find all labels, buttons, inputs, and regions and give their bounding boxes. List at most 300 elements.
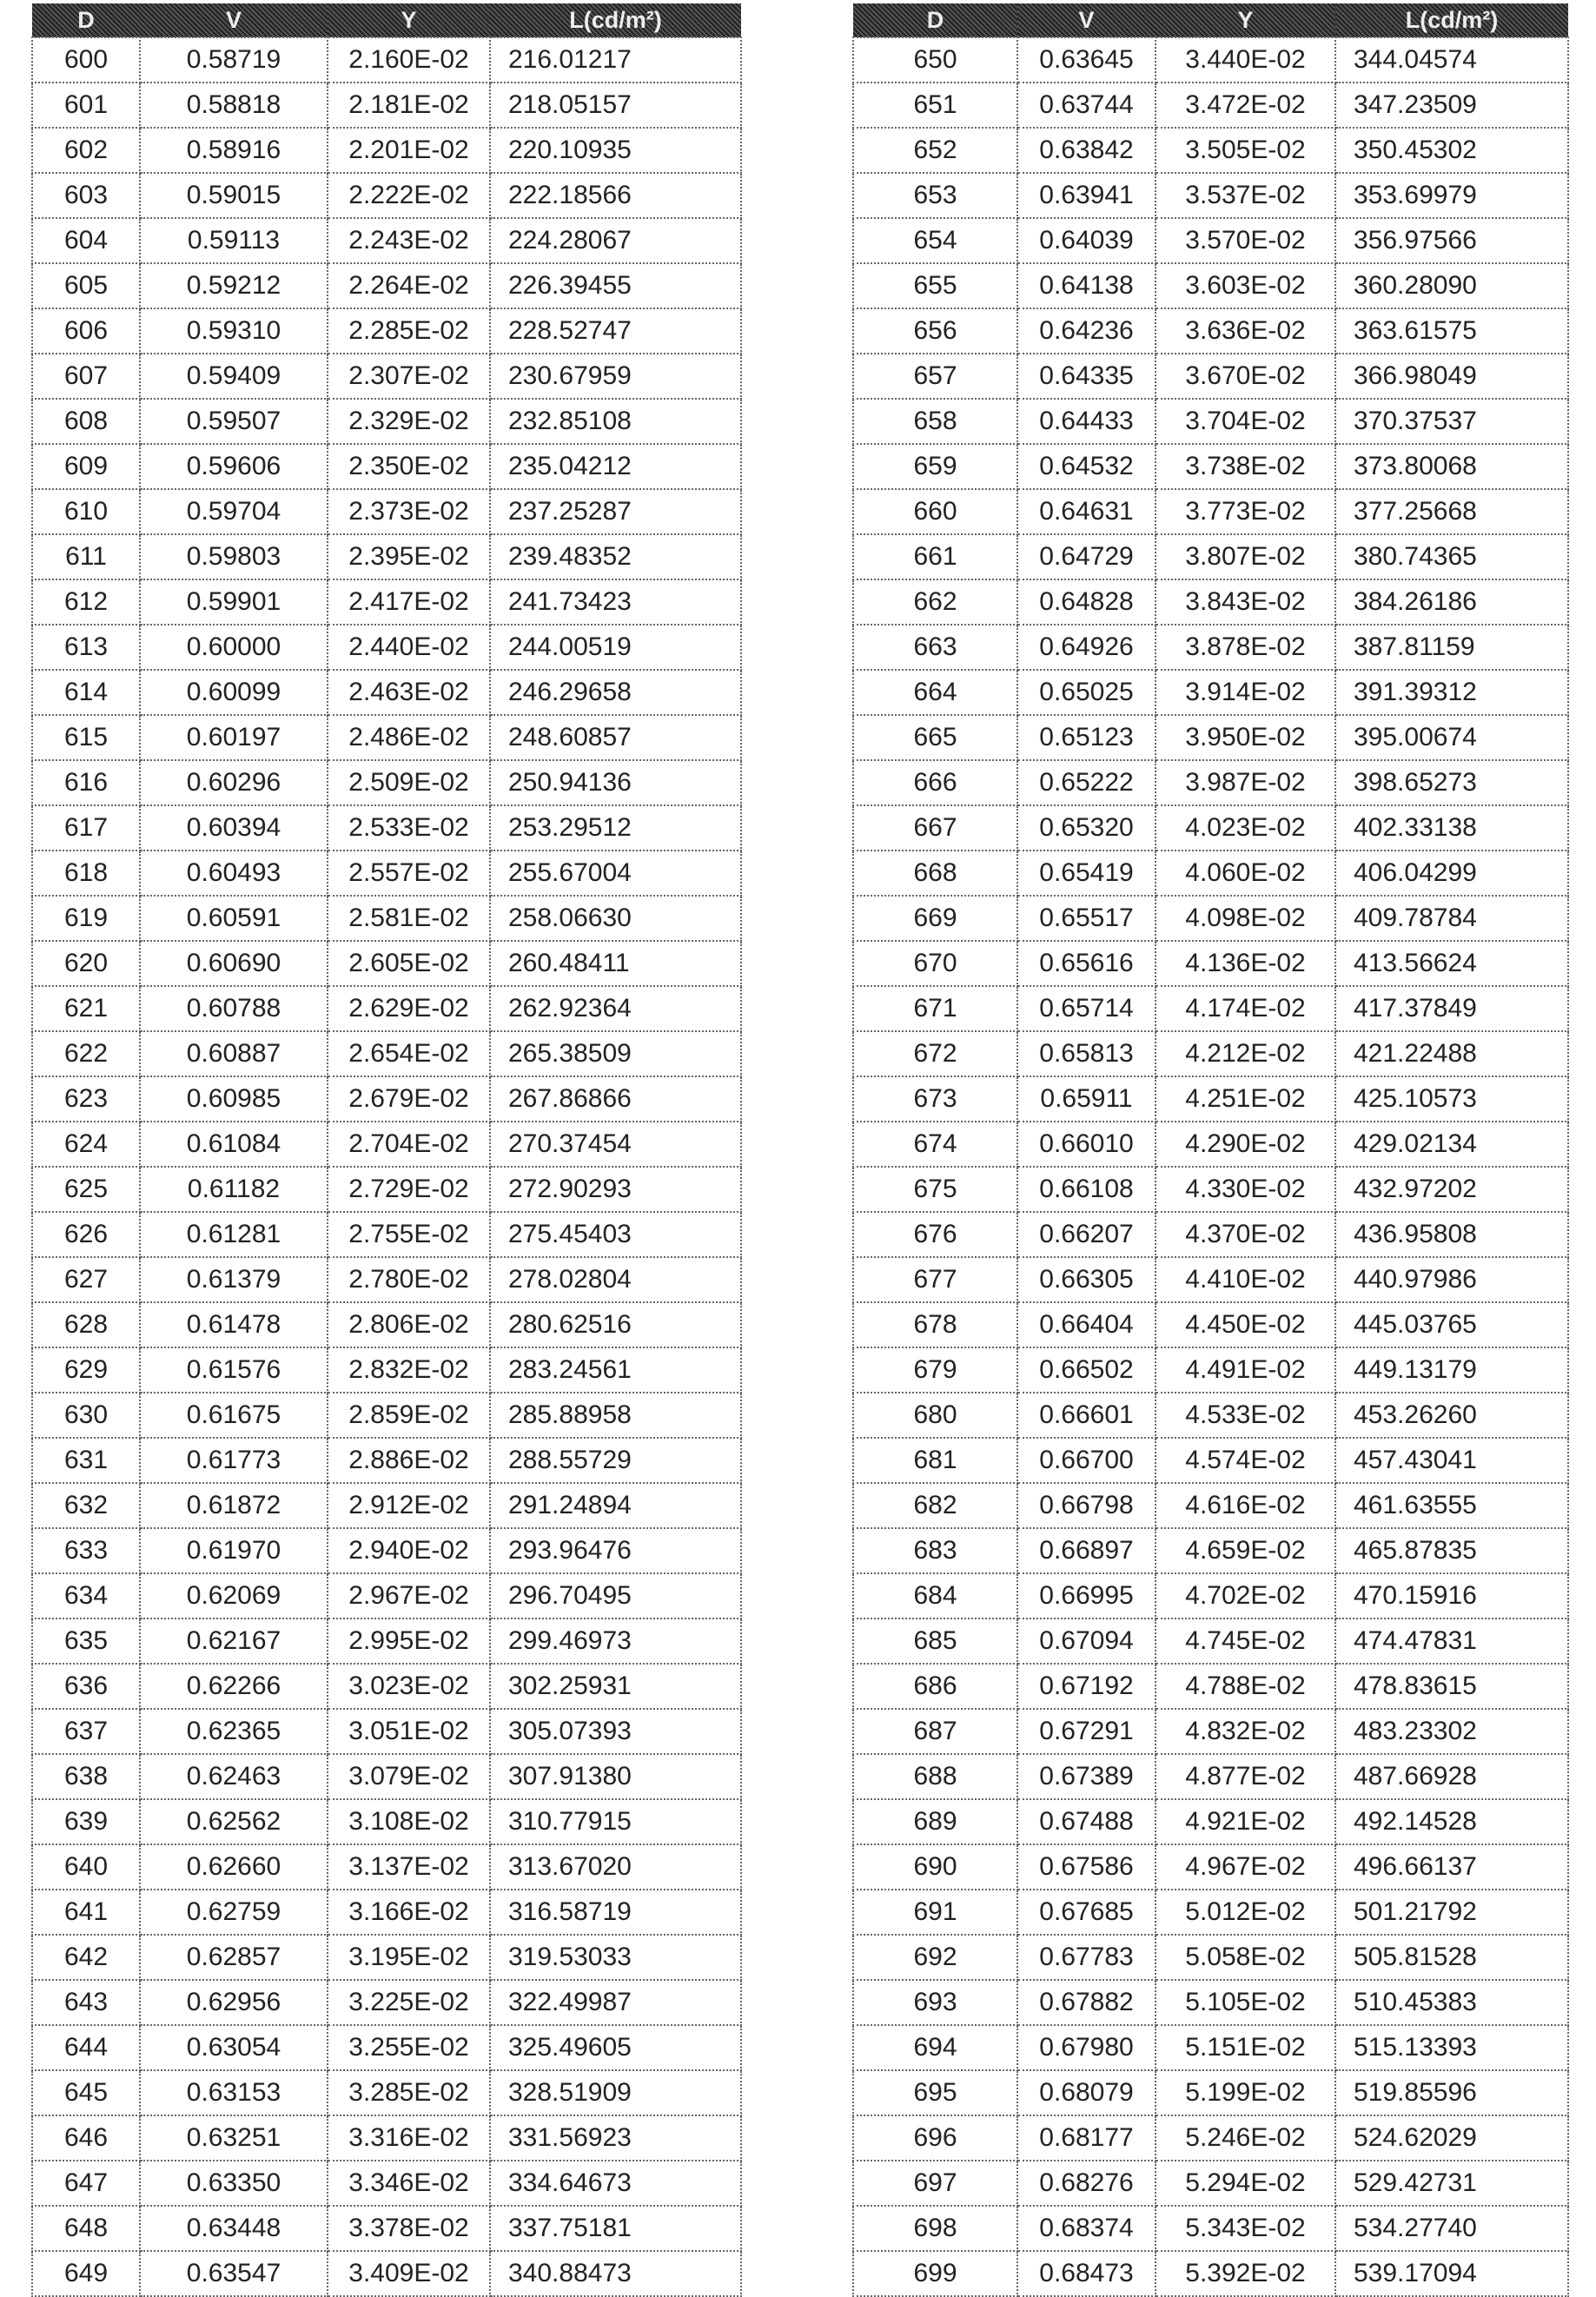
cell-l: 340.88473 — [490, 2251, 741, 2296]
cell-y: 2.395E-02 — [328, 534, 490, 579]
cell-d: 618 — [32, 851, 140, 896]
cell-d: 698 — [853, 2206, 1017, 2251]
table-row — [32, 37, 741, 83]
table-row — [32, 1799, 741, 1844]
cell-l: 316.58719 — [490, 1890, 741, 1935]
cell-y: 3.079E-02 — [328, 1754, 490, 1799]
cell-y: 4.330E-02 — [1156, 1167, 1335, 1212]
cell-y: 4.410E-02 — [1156, 1257, 1335, 1302]
cell-d: 697 — [853, 2161, 1017, 2206]
cell-y: 5.105E-02 — [1156, 1980, 1335, 2025]
cell-v: 0.65419 — [1017, 851, 1156, 896]
table-row — [32, 263, 741, 308]
header-d: D — [853, 3, 1017, 37]
cell-y: 2.181E-02 — [328, 83, 490, 128]
cell-v: 0.65813 — [1017, 1031, 1156, 1076]
cell-l: 483.23302 — [1335, 1709, 1568, 1754]
cell-l: 299.46973 — [490, 1618, 741, 1664]
cell-l: 285.88958 — [490, 1393, 741, 1438]
table-row — [32, 2206, 741, 2251]
cell-d: 696 — [853, 2115, 1017, 2161]
cell-d: 648 — [32, 2206, 140, 2251]
cell-l: 307.91380 — [490, 1754, 741, 1799]
cell-l: 328.51909 — [490, 2070, 741, 2115]
cell-y: 2.967E-02 — [328, 1573, 490, 1618]
cell-d: 632 — [32, 1483, 140, 1528]
cell-v: 0.65320 — [1017, 805, 1156, 851]
cell-d: 635 — [32, 1618, 140, 1664]
cell-y: 5.392E-02 — [1156, 2251, 1335, 2296]
cell-y: 5.294E-02 — [1156, 2161, 1335, 2206]
cell-y: 2.373E-02 — [328, 489, 490, 534]
cell-v: 0.65616 — [1017, 941, 1156, 986]
cell-l: 478.83615 — [1335, 1664, 1568, 1709]
table-row — [32, 1257, 741, 1302]
cell-y: 3.108E-02 — [328, 1799, 490, 1844]
cell-v: 0.59803 — [140, 534, 328, 579]
table-row — [32, 1754, 741, 1799]
table-row — [32, 1573, 741, 1618]
table-row — [853, 2025, 1568, 2070]
cell-y: 3.316E-02 — [328, 2115, 490, 2161]
cell-l: 226.39455 — [490, 263, 741, 308]
cell-y: 2.605E-02 — [328, 941, 490, 986]
table-row — [32, 896, 741, 941]
cell-l: 262.92364 — [490, 986, 741, 1031]
cell-d: 605 — [32, 263, 140, 308]
cell-d: 636 — [32, 1664, 140, 1709]
cell-l: 293.96476 — [490, 1528, 741, 1573]
table-row — [32, 83, 741, 128]
cell-v: 0.62365 — [140, 1709, 328, 1754]
cell-y: 3.878E-02 — [1156, 625, 1335, 670]
cell-d: 673 — [853, 1076, 1017, 1122]
cell-y: 2.285E-02 — [328, 308, 490, 354]
cell-v: 0.67783 — [1017, 1935, 1156, 1980]
cell-l: 253.29512 — [490, 805, 741, 851]
table-row — [853, 1122, 1568, 1167]
cell-y: 2.417E-02 — [328, 579, 490, 625]
cell-d: 664 — [853, 670, 1017, 715]
cell-d: 653 — [853, 173, 1017, 218]
cell-v: 0.65517 — [1017, 896, 1156, 941]
cell-d: 689 — [853, 1799, 1017, 1844]
cell-y: 4.136E-02 — [1156, 941, 1335, 986]
cell-v: 0.64335 — [1017, 354, 1156, 399]
cell-y: 3.137E-02 — [328, 1844, 490, 1890]
table-row — [32, 715, 741, 760]
cell-v: 0.63842 — [1017, 128, 1156, 173]
table-row — [853, 1167, 1568, 1212]
cell-l: 429.02134 — [1335, 1122, 1568, 1167]
cell-v: 0.65714 — [1017, 986, 1156, 1031]
cell-y: 3.807E-02 — [1156, 534, 1335, 579]
table-row — [32, 1890, 741, 1935]
cell-d: 683 — [853, 1528, 1017, 1573]
table-row — [853, 1528, 1568, 1573]
cell-v: 0.60000 — [140, 625, 328, 670]
cell-l: 265.38509 — [490, 1031, 741, 1076]
table-row — [32, 805, 741, 851]
cell-v: 0.61478 — [140, 1302, 328, 1347]
table-row — [853, 1302, 1568, 1347]
cell-y: 4.745E-02 — [1156, 1618, 1335, 1664]
table-row — [853, 715, 1568, 760]
cell-d: 641 — [32, 1890, 140, 1935]
cell-v: 0.63251 — [140, 2115, 328, 2161]
table-row — [853, 83, 1568, 128]
cell-d: 659 — [853, 444, 1017, 489]
cell-l: 344.04574 — [1335, 37, 1568, 83]
cell-d: 616 — [32, 760, 140, 805]
cell-y: 2.160E-02 — [328, 37, 490, 83]
cell-l: 436.95808 — [1335, 1212, 1568, 1257]
cell-d: 634 — [32, 1573, 140, 1618]
cell-y: 3.843E-02 — [1156, 579, 1335, 625]
cell-v: 0.62167 — [140, 1618, 328, 1664]
cell-y: 2.350E-02 — [328, 444, 490, 489]
cell-y: 4.251E-02 — [1156, 1076, 1335, 1122]
cell-d: 614 — [32, 670, 140, 715]
cell-v: 0.65222 — [1017, 760, 1156, 805]
cell-l: 224.28067 — [490, 218, 741, 263]
header-d: D — [32, 3, 140, 37]
cell-y: 5.151E-02 — [1156, 2025, 1335, 2070]
cell-d: 608 — [32, 399, 140, 444]
cell-l: 325.49605 — [490, 2025, 741, 2070]
table-row — [853, 2206, 1568, 2251]
table-row — [853, 1890, 1568, 1935]
cell-d: 688 — [853, 1754, 1017, 1799]
cell-y: 2.264E-02 — [328, 263, 490, 308]
cell-l: 363.61575 — [1335, 308, 1568, 354]
table-row — [32, 1709, 741, 1754]
cell-d: 660 — [853, 489, 1017, 534]
table-row — [853, 2070, 1568, 2115]
cell-v: 0.61872 — [140, 1483, 328, 1528]
cell-v: 0.66995 — [1017, 1573, 1156, 1618]
cell-l: 291.24894 — [490, 1483, 741, 1528]
cell-l: 275.45403 — [490, 1212, 741, 1257]
header-l: L(cd/m²) — [490, 3, 741, 37]
cell-y: 5.058E-02 — [1156, 1935, 1335, 1980]
cell-l: 398.65273 — [1335, 760, 1568, 805]
cell-d: 626 — [32, 1212, 140, 1257]
cell-v: 0.66108 — [1017, 1167, 1156, 1212]
cell-v: 0.68276 — [1017, 2161, 1156, 2206]
table-row — [32, 534, 741, 579]
cell-y: 4.533E-02 — [1156, 1393, 1335, 1438]
cell-y: 2.440E-02 — [328, 625, 490, 670]
cell-v: 0.58916 — [140, 128, 328, 173]
cell-d: 604 — [32, 218, 140, 263]
cell-v: 0.62562 — [140, 1799, 328, 1844]
cell-d: 603 — [32, 173, 140, 218]
cell-v: 0.66305 — [1017, 1257, 1156, 1302]
cell-d: 619 — [32, 896, 140, 941]
cell-l: 216.01217 — [490, 37, 741, 83]
cell-d: 661 — [853, 534, 1017, 579]
cell-d: 629 — [32, 1347, 140, 1393]
table-row — [32, 1347, 741, 1393]
cell-y: 3.636E-02 — [1156, 308, 1335, 354]
cell-l: 222.18566 — [490, 173, 741, 218]
cell-v: 0.59212 — [140, 263, 328, 308]
cell-l: 241.73423 — [490, 579, 741, 625]
table-row — [853, 670, 1568, 715]
cell-y: 2.307E-02 — [328, 354, 490, 399]
cell-d: 646 — [32, 2115, 140, 2161]
table-row — [853, 760, 1568, 805]
cell-d: 644 — [32, 2025, 140, 2070]
cell-d: 600 — [32, 37, 140, 83]
cell-v: 0.68079 — [1017, 2070, 1156, 2115]
table-row — [32, 1438, 741, 1483]
cell-v: 0.62463 — [140, 1754, 328, 1799]
cell-v: 0.65123 — [1017, 715, 1156, 760]
cell-l: 322.49987 — [490, 1980, 741, 2025]
cell-d: 643 — [32, 1980, 140, 2025]
cell-y: 2.222E-02 — [328, 173, 490, 218]
cell-d: 699 — [853, 2251, 1017, 2296]
table-row — [32, 1844, 741, 1890]
table-row — [32, 1664, 741, 1709]
table-row — [853, 1664, 1568, 1709]
cell-d: 651 — [853, 83, 1017, 128]
cell-v: 0.64729 — [1017, 534, 1156, 579]
table-row — [853, 489, 1568, 534]
table-row — [853, 2161, 1568, 2206]
cell-y: 4.921E-02 — [1156, 1799, 1335, 1844]
cell-y: 2.486E-02 — [328, 715, 490, 760]
cell-d: 666 — [853, 760, 1017, 805]
cell-v: 0.64236 — [1017, 308, 1156, 354]
table-row — [853, 444, 1568, 489]
table-row — [853, 1347, 1568, 1393]
cell-y: 3.051E-02 — [328, 1709, 490, 1754]
cell-v: 0.61084 — [140, 1122, 328, 1167]
table-row — [32, 1528, 741, 1573]
cell-v: 0.62759 — [140, 1890, 328, 1935]
cell-v: 0.60493 — [140, 851, 328, 896]
cell-v: 0.59704 — [140, 489, 328, 534]
table-row — [853, 1573, 1568, 1618]
cell-v: 0.66798 — [1017, 1483, 1156, 1528]
cell-y: 2.912E-02 — [328, 1483, 490, 1528]
cell-v: 0.63645 — [1017, 37, 1156, 83]
cell-d: 669 — [853, 896, 1017, 941]
cell-v: 0.66404 — [1017, 1302, 1156, 1347]
table-row — [853, 534, 1568, 579]
table-row — [853, 851, 1568, 896]
cell-d: 665 — [853, 715, 1017, 760]
cell-v: 0.59507 — [140, 399, 328, 444]
table-row — [853, 354, 1568, 399]
cell-l: 239.48352 — [490, 534, 741, 579]
table-row — [32, 2115, 741, 2161]
cell-v: 0.64631 — [1017, 489, 1156, 534]
cell-v: 0.67980 — [1017, 2025, 1156, 2070]
table-row — [32, 128, 741, 173]
cell-d: 674 — [853, 1122, 1017, 1167]
cell-l: 496.66137 — [1335, 1844, 1568, 1890]
cell-y: 3.987E-02 — [1156, 760, 1335, 805]
cell-v: 0.61182 — [140, 1167, 328, 1212]
cell-y: 3.255E-02 — [328, 2025, 490, 2070]
cell-v: 0.63448 — [140, 2206, 328, 2251]
cell-l: 246.29658 — [490, 670, 741, 715]
cell-l: 474.47831 — [1335, 1618, 1568, 1664]
header-v: V — [1017, 3, 1156, 37]
table-row — [853, 1212, 1568, 1257]
cell-v: 0.62956 — [140, 1980, 328, 2025]
cell-y: 3.440E-02 — [1156, 37, 1335, 83]
cell-v: 0.63744 — [1017, 83, 1156, 128]
cell-y: 3.704E-02 — [1156, 399, 1335, 444]
cell-v: 0.67882 — [1017, 1980, 1156, 2025]
cell-v: 0.64039 — [1017, 218, 1156, 263]
cell-l: 409.78784 — [1335, 896, 1568, 941]
data-table-left — [31, 3, 742, 2297]
cell-d: 627 — [32, 1257, 140, 1302]
cell-d: 649 — [32, 2251, 140, 2296]
cell-v: 0.66502 — [1017, 1347, 1156, 1393]
cell-y: 4.098E-02 — [1156, 896, 1335, 941]
table-row — [32, 489, 741, 534]
cell-d: 612 — [32, 579, 140, 625]
header-l: L(cd/m²) — [1335, 3, 1568, 37]
table-row — [853, 986, 1568, 1031]
cell-d: 640 — [32, 1844, 140, 1890]
cell-v: 0.66700 — [1017, 1438, 1156, 1483]
cell-d: 617 — [32, 805, 140, 851]
cell-v: 0.66207 — [1017, 1212, 1156, 1257]
cell-v: 0.60099 — [140, 670, 328, 715]
cell-y: 3.537E-02 — [1156, 173, 1335, 218]
cell-y: 2.463E-02 — [328, 670, 490, 715]
cell-d: 638 — [32, 1754, 140, 1799]
cell-v: 0.67094 — [1017, 1618, 1156, 1664]
cell-d: 620 — [32, 941, 140, 986]
cell-l: 258.06630 — [490, 896, 741, 941]
cell-y: 5.012E-02 — [1156, 1890, 1335, 1935]
cell-d: 610 — [32, 489, 140, 534]
table-row — [853, 1393, 1568, 1438]
cell-l: 356.97566 — [1335, 218, 1568, 263]
cell-y: 5.199E-02 — [1156, 2070, 1335, 2115]
cell-l: 319.53033 — [490, 1935, 741, 1980]
cell-v: 0.60690 — [140, 941, 328, 986]
cell-v: 0.63350 — [140, 2161, 328, 2206]
cell-v: 0.59606 — [140, 444, 328, 489]
cell-d: 682 — [853, 1483, 1017, 1528]
table-row — [32, 444, 741, 489]
cell-l: 402.33138 — [1335, 805, 1568, 851]
header-v: V — [140, 3, 328, 37]
table-row — [853, 1438, 1568, 1483]
cell-v: 0.67685 — [1017, 1890, 1156, 1935]
table-row — [32, 1393, 741, 1438]
cell-l: 449.13179 — [1335, 1347, 1568, 1393]
table-row — [32, 399, 741, 444]
cell-v: 0.59113 — [140, 218, 328, 263]
table-row — [32, 941, 741, 986]
cell-d: 657 — [853, 354, 1017, 399]
cell-l: 457.43041 — [1335, 1438, 1568, 1483]
cell-l: 373.80068 — [1335, 444, 1568, 489]
cell-d: 650 — [853, 37, 1017, 83]
cell-l: 370.37537 — [1335, 399, 1568, 444]
table-row — [32, 2025, 741, 2070]
header-row — [853, 3, 1568, 37]
cell-y: 2.201E-02 — [328, 128, 490, 173]
cell-d: 642 — [32, 1935, 140, 1980]
cell-v: 0.68374 — [1017, 2206, 1156, 2251]
cell-v: 0.63547 — [140, 2251, 328, 2296]
cell-l: 413.56624 — [1335, 941, 1568, 986]
cell-d: 695 — [853, 2070, 1017, 2115]
cell-l: 470.15916 — [1335, 1573, 1568, 1618]
cell-l: 524.62029 — [1335, 2115, 1568, 2161]
table-row — [32, 1122, 741, 1167]
cell-d: 656 — [853, 308, 1017, 354]
cell-l: 280.62516 — [490, 1302, 741, 1347]
cell-y: 2.329E-02 — [328, 399, 490, 444]
cell-d: 602 — [32, 128, 140, 173]
cell-l: 380.74365 — [1335, 534, 1568, 579]
cell-v: 0.65025 — [1017, 670, 1156, 715]
table-row — [853, 625, 1568, 670]
cell-d: 654 — [853, 218, 1017, 263]
cell-v: 0.62266 — [140, 1664, 328, 1709]
cell-v: 0.61379 — [140, 1257, 328, 1302]
cell-l: 425.10573 — [1335, 1076, 1568, 1122]
cell-y: 4.212E-02 — [1156, 1031, 1335, 1076]
cell-y: 2.629E-02 — [328, 986, 490, 1031]
cell-d: 637 — [32, 1709, 140, 1754]
cell-v: 0.62857 — [140, 1935, 328, 1980]
table-row — [32, 625, 741, 670]
cell-v: 0.64532 — [1017, 444, 1156, 489]
cell-d: 691 — [853, 1890, 1017, 1935]
cell-d: 623 — [32, 1076, 140, 1122]
cell-d: 678 — [853, 1302, 1017, 1347]
table-row — [32, 1302, 741, 1347]
cell-d: 655 — [853, 263, 1017, 308]
cell-v: 0.60197 — [140, 715, 328, 760]
cell-y: 3.603E-02 — [1156, 263, 1335, 308]
cell-l: 244.00519 — [490, 625, 741, 670]
cell-v: 0.59310 — [140, 308, 328, 354]
cell-y: 3.738E-02 — [1156, 444, 1335, 489]
cell-y: 2.581E-02 — [328, 896, 490, 941]
cell-v: 0.60887 — [140, 1031, 328, 1076]
table-row — [32, 579, 741, 625]
cell-d: 687 — [853, 1709, 1017, 1754]
cell-v: 0.65911 — [1017, 1076, 1156, 1122]
cell-y: 3.195E-02 — [328, 1935, 490, 1980]
cell-l: 391.39312 — [1335, 670, 1568, 715]
table-row — [32, 1935, 741, 1980]
cell-d: 633 — [32, 1528, 140, 1573]
cell-v: 0.63153 — [140, 2070, 328, 2115]
cell-v: 0.62660 — [140, 1844, 328, 1890]
cell-y: 2.704E-02 — [328, 1122, 490, 1167]
cell-v: 0.67586 — [1017, 1844, 1156, 1890]
cell-y: 4.702E-02 — [1156, 1573, 1335, 1618]
cell-v: 0.60296 — [140, 760, 328, 805]
cell-d: 613 — [32, 625, 140, 670]
